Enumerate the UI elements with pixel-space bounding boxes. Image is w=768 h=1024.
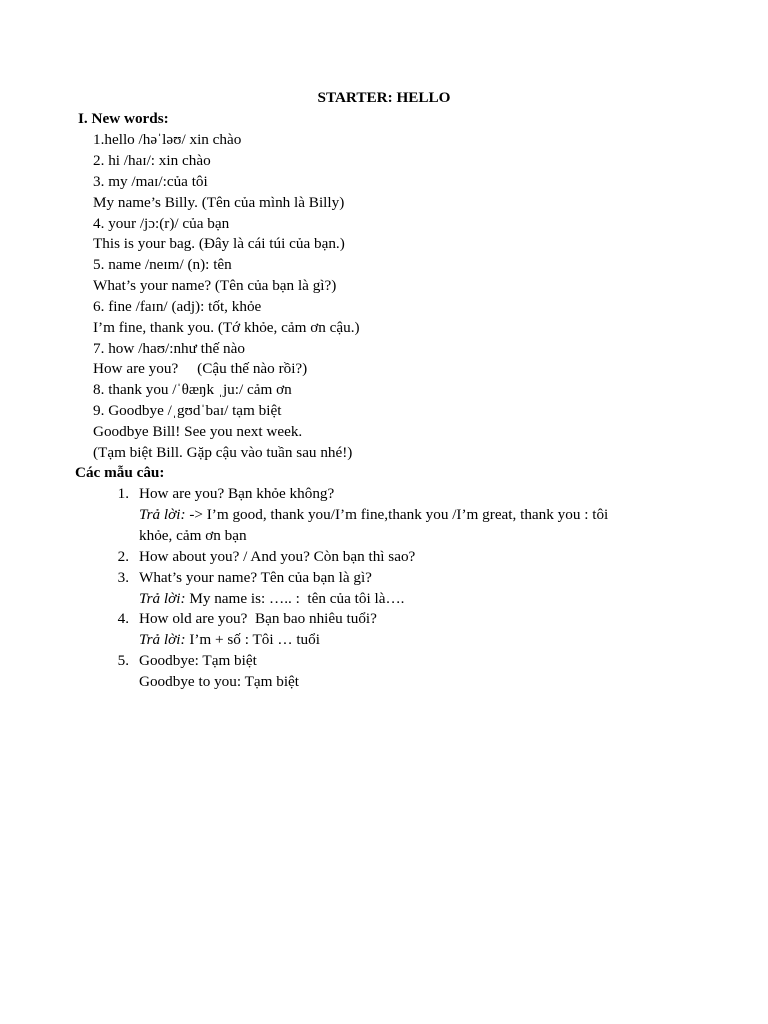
vocab-line: How are you? (Cậu thế nào rồi?) xyxy=(93,360,308,377)
patterns-heading: Các mẫu câu: xyxy=(75,464,165,481)
list-number: 5. xyxy=(117,652,129,669)
list-number: 3. xyxy=(117,569,129,586)
pattern-answer xyxy=(139,629,320,650)
vocab-line: 4. your /jɔ:(r)/ của bạn xyxy=(93,215,230,232)
pattern-question: What’s your name? Tên của bạn là gì? xyxy=(139,569,372,586)
pattern-question: Goodbye: Tạm biệt xyxy=(139,652,257,669)
vocab-line: 1.hello /həˈləʊ/ xin chào xyxy=(93,131,242,148)
vocab-line: This is your bag. (Đây là cái túi của bạn.) xyxy=(93,235,345,252)
answer-text: My name is: ….. : tên của tôi là…. xyxy=(185,590,405,607)
list-number: 1. xyxy=(117,485,129,502)
vocab-line: 5. name /neɪm/ (n): tên xyxy=(93,256,232,273)
new-words-heading: I. New words: xyxy=(78,110,169,127)
document-title: STARTER: HELLO xyxy=(317,89,451,106)
vocab-line: 2. hi /haɪ/: xin chào xyxy=(93,152,211,169)
answer-label: Trả lời: xyxy=(139,506,186,523)
answer-label: Trả lời: xyxy=(139,631,186,648)
pattern-answer-continued: khỏe, cảm ơn bạn xyxy=(139,527,247,544)
answer-label: Trả lời: xyxy=(139,590,186,607)
vocab-line: What’s your name? (Tên của bạn là gì?) xyxy=(93,277,337,294)
vocab-line: 9. Goodbye /ˌgʊdˈbaɪ/ tạm biệt xyxy=(93,402,282,419)
vocab-line: 8. thank you /ˈθæŋk ˌju:/ cảm ơn xyxy=(93,381,292,398)
vocab-line: 7. how /haʊ/:như thế nào xyxy=(93,340,245,357)
vocab-line: Goodbye Bill! See you next week. xyxy=(93,423,303,440)
answer-text: I’m + số : Tôi … tuổi xyxy=(185,631,320,648)
vocab-line: My name’s Billy. (Tên của mình là Billy) xyxy=(93,194,345,211)
vocab-line: 6. fine /faɪn/ (adj): tốt, khỏe xyxy=(93,298,262,315)
vocab-line: 3. my /maɪ/:của tôi xyxy=(93,173,208,190)
pattern-answer xyxy=(139,588,404,609)
vocab-line: (Tạm biệt Bill. Gặp cậu vào tuần sau nhé!) xyxy=(93,444,353,461)
pattern-question: How are you? Bạn khỏe không? xyxy=(139,485,335,502)
pattern-answer xyxy=(139,504,608,525)
list-number: 2. xyxy=(117,548,129,565)
pattern-question: How about you? / And you? Còn bạn thì sao? xyxy=(139,548,416,565)
vocab-line: I’m fine, thank you. (Tớ khỏe, cảm ơn cậu.) xyxy=(93,319,360,336)
answer-text: -> I’m good, thank you/I’m fine,thank you /I’m great, thank you : tôi xyxy=(185,506,609,523)
pattern-extra: Goodbye to you: Tạm biệt xyxy=(139,673,300,690)
list-number: 4. xyxy=(117,610,129,627)
pattern-question: How old are you? Bạn bao nhiêu tuổi? xyxy=(139,610,377,627)
